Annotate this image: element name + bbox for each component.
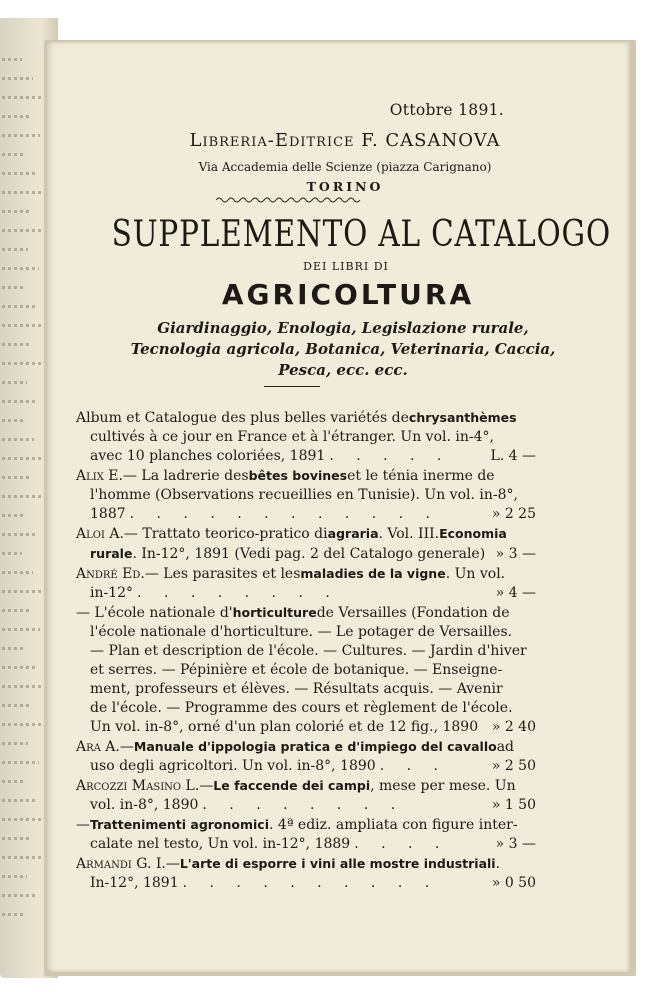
entry-price: » 2 25 xyxy=(491,506,536,522)
entry-text: et serres. — Pépinière et école de botanique. — Enseigne- xyxy=(90,662,503,678)
bleed-through-mark xyxy=(2,324,46,327)
entry-price: » 2 50 xyxy=(491,758,536,774)
bleed-through-mark xyxy=(2,96,44,99)
catalogue-subject: AGRICOLTURA xyxy=(221,278,475,311)
topics-line: Tecnologia agricola, Botanica, Veterinaria, Caccia, xyxy=(130,340,556,358)
book-entry xyxy=(76,408,536,466)
bleed-through-mark xyxy=(2,267,39,270)
book-entry xyxy=(76,603,536,737)
entry-text: — Trattato teorico-pratico di xyxy=(123,526,328,542)
entry-price: » 2 40 xyxy=(491,719,536,735)
entry-text: cultivés à ce jour en France et à l'étranger. Un vol. in-4°, xyxy=(90,429,494,445)
bleed-through-mark xyxy=(2,191,47,194)
bleed-through-mark xyxy=(2,704,32,707)
entry-text: . Vol. III. xyxy=(378,526,440,542)
bleed-through-mark xyxy=(2,305,35,308)
issue-date: Ottobre 1891. xyxy=(389,101,504,119)
catalogue-subtitle: DEI LIBRI DI xyxy=(303,260,389,273)
entry-keyword: L'arte di esporre i vini alle mostre industriali xyxy=(179,856,496,871)
catalogue-title: SUPPLEMENTO AL CATALOGO xyxy=(111,214,611,255)
entry-text: — L'école nationale d' xyxy=(76,605,233,621)
entry-text: . xyxy=(495,856,501,872)
entry-text: — xyxy=(76,817,90,833)
leader-dots: . . . . . xyxy=(329,448,451,464)
entry-price: » 0 50 xyxy=(491,875,536,891)
bleed-through-mark xyxy=(2,153,25,156)
catalogue-page xyxy=(46,42,630,972)
entry-text: de l'école. — Programme des cours et règlement de l'école. xyxy=(90,700,513,716)
entry-author: Ara A. xyxy=(76,739,120,755)
topics-line: Giardinaggio, Enologia, Legislazione rurale, xyxy=(157,319,529,337)
bleed-through-mark xyxy=(2,856,42,859)
entry-text: 1887 xyxy=(90,506,126,522)
book-entry xyxy=(76,564,536,603)
entry-author: Armandi G. I. xyxy=(76,856,166,872)
entry-text: . Un vol. xyxy=(445,566,506,582)
entry-price: » 3 — xyxy=(495,836,536,852)
bleed-through-mark xyxy=(2,761,39,764)
entry-author: Arcozzi Masino L. xyxy=(76,778,200,794)
entry-keyword: bêtes bovines xyxy=(248,468,348,483)
publisher-city: TORINO xyxy=(306,179,384,194)
entry-author: Aloi A. xyxy=(76,526,124,542)
entry-text: de Versailles (Fondation de xyxy=(316,605,510,621)
bleed-through-mark xyxy=(2,818,46,821)
book-entry xyxy=(76,854,536,893)
book-entry xyxy=(76,466,536,524)
leader-dots: . . . xyxy=(379,758,447,774)
topics-list xyxy=(76,318,610,381)
wavy-divider-ornament xyxy=(216,196,364,204)
bleed-through-mark xyxy=(2,647,25,650)
leader-dots: . . . . xyxy=(354,836,449,852)
bleed-through-mark xyxy=(2,134,40,137)
entry-text: et le ténia inerme de xyxy=(347,468,495,484)
entry-text: Un vol. in-8°, orné d'un plan colorié et de 12 fig., 1890 xyxy=(90,719,479,735)
entry-keyword: Trattenimenti agronomici xyxy=(90,817,270,832)
publisher-prefix: Libreria-Editrice xyxy=(189,130,355,151)
entry-price: L. 4 — xyxy=(490,448,536,464)
entry-text: l'homme (Observations recueillies en Tunisie). Un vol. in-8°, xyxy=(90,487,518,503)
entry-text: . 4ª ediz. ampliata con figure inter- xyxy=(269,817,518,833)
entry-text: — Plan et description de l'école. — Cultures. — Jardin d'hiver xyxy=(90,643,527,659)
bleed-through-mark xyxy=(2,723,43,726)
entry-keyword: Manuale d'ippologia pratica e d'impiego del cavallo xyxy=(133,739,497,754)
bleed-through-mark xyxy=(2,438,34,441)
publisher-name: F. CASANOVA xyxy=(361,130,501,151)
entry-text: In-12°, 1891 xyxy=(90,875,179,891)
bleed-through-mark xyxy=(2,115,29,118)
entry-text: , mese per mese. Un xyxy=(370,778,516,794)
entry-price: » 1 50 xyxy=(491,797,536,813)
bleed-through-mark xyxy=(2,894,38,897)
entry-keyword: agraria xyxy=(327,526,379,541)
entry-keyword: rurale xyxy=(90,546,133,561)
entry-author: André Ed. xyxy=(76,566,145,582)
entry-text: avec 10 planches coloriées, 1891 xyxy=(90,448,326,464)
bleed-through-mark xyxy=(2,248,28,251)
leader-dots: . . . . . . . . xyxy=(202,797,405,813)
bleed-through-mark xyxy=(2,666,36,669)
entry-text: vol. in-8°, 1890 xyxy=(90,797,199,813)
entry-text: — La ladrerie des xyxy=(122,468,249,484)
bleed-through-mark xyxy=(2,913,23,916)
entry-keyword: chrysanthèmes xyxy=(408,410,517,425)
bleed-through-mark xyxy=(2,571,33,574)
bleed-through-mark xyxy=(2,837,31,840)
bleed-through-mark xyxy=(2,58,22,61)
entry-text: — xyxy=(199,778,214,794)
book-entry xyxy=(76,776,536,815)
publisher-address: Via Accademia delle Scienze (piazza Carignano) xyxy=(198,160,492,174)
bleed-through-mark xyxy=(2,552,22,555)
bleed-through-mark xyxy=(2,780,24,783)
bleed-through-mark xyxy=(2,590,44,593)
bleed-through-mark xyxy=(2,400,38,403)
bleed-through-mark xyxy=(2,685,47,688)
bleed-through-mark xyxy=(2,172,36,175)
topics-line: Pesca, ecc. ecc. xyxy=(278,361,408,379)
section-rule xyxy=(264,386,320,387)
bleed-through-mark xyxy=(2,609,29,612)
entry-text: ad xyxy=(496,739,515,755)
entry-author: Alix E. xyxy=(76,468,123,484)
bleed-through-mark xyxy=(2,77,33,80)
bleed-through-mark xyxy=(2,457,45,460)
bleed-through-mark xyxy=(2,476,30,479)
bleed-through-mark xyxy=(2,286,24,289)
entry-text: in-12° xyxy=(90,585,134,601)
bleed-through-mark xyxy=(2,210,32,213)
bleed-through-mark xyxy=(2,381,27,384)
bleed-through-mark xyxy=(2,419,23,422)
book-entry xyxy=(76,524,536,564)
entry-text: uso degli agricoltori. Un vol. in-8°, 1890 xyxy=(90,758,376,774)
bleed-through-mark xyxy=(2,742,28,745)
book-entry xyxy=(76,815,536,854)
entry-keyword: Economia xyxy=(439,526,507,541)
publisher-line xyxy=(46,130,630,151)
entry-text: Album et Catalogue des plus belles variétés de xyxy=(76,410,409,426)
entry-text: ment, professeurs et élèves. — Résultats acquis. — Avenir xyxy=(90,681,503,697)
entry-text: — xyxy=(119,739,134,755)
entry-keyword: maladies de la vigne xyxy=(300,566,446,581)
leader-dots: . . . . . . . . . . . . xyxy=(129,506,439,522)
bleed-through-mark xyxy=(2,628,40,631)
bleed-through-mark xyxy=(2,343,31,346)
entry-text: — Les parasites et les xyxy=(144,566,301,582)
leader-dots: . . . . . . . . . . xyxy=(182,875,439,891)
entry-keyword: horticulture xyxy=(232,605,317,620)
leader-dots: . . . . . . . . xyxy=(137,585,339,601)
bleed-through-mark xyxy=(2,799,35,802)
bleed-through-mark xyxy=(2,875,27,878)
entry-text: calate nel testo, Un vol. in-12°, 1889 xyxy=(90,836,351,852)
entry-price: » 3 — xyxy=(495,546,536,562)
entry-text: — xyxy=(165,856,180,872)
entry-keyword: Le faccende dei campi xyxy=(213,778,371,793)
bleed-through-mark xyxy=(2,229,43,232)
book-entry xyxy=(76,737,536,776)
bleed-through-mark xyxy=(2,362,42,365)
bleed-through-mark xyxy=(2,495,41,498)
entry-text: . In-12°, 1891 (Vedi pag. 2 del Catalogo generale) xyxy=(132,546,486,562)
entry-text: l'école nationale d'horticulture. — Le potager de Versailles. xyxy=(90,624,513,640)
bleed-through-mark xyxy=(2,514,26,517)
book-entries xyxy=(76,408,536,893)
bleed-through-mark xyxy=(2,533,37,536)
entry-price: » 4 — xyxy=(495,585,536,601)
